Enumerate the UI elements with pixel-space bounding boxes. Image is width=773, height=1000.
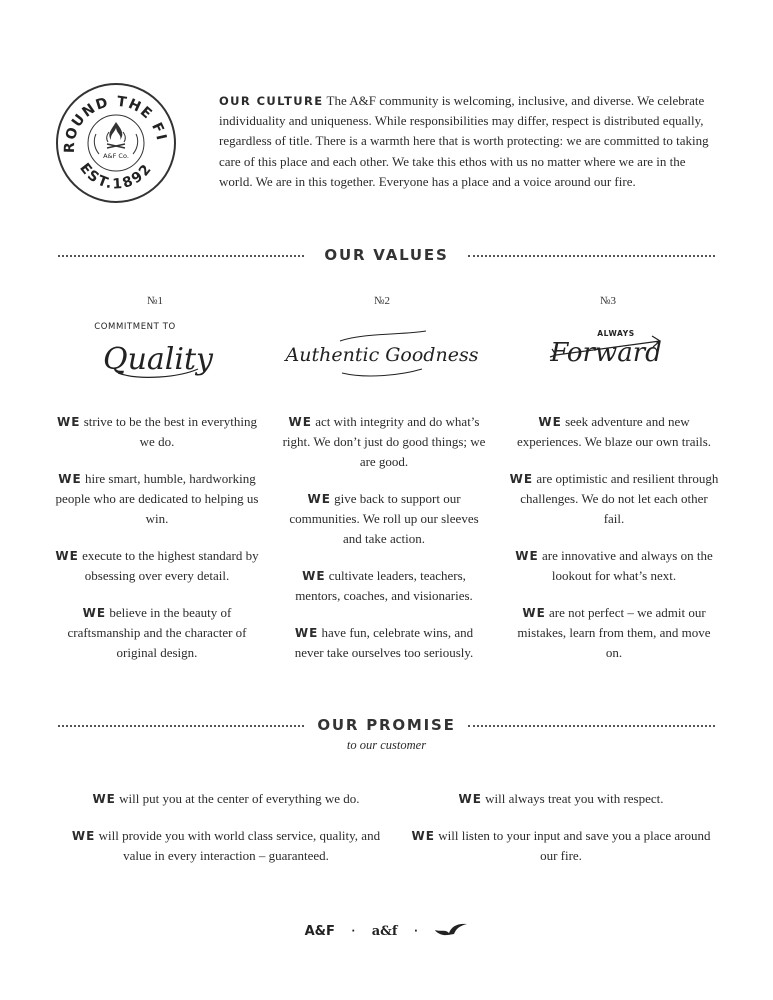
badge-script-text: Quality — [103, 342, 213, 377]
svg-text:EST.1892 — [76, 160, 156, 192]
promise-column-right — [404, 789, 718, 883]
seal-arc-bottom: EST.1892 — [76, 160, 156, 193]
we-label: WE — [509, 472, 534, 486]
authentic-badge-graphic — [285, 311, 479, 386]
around-the-fire-seal — [55, 82, 177, 204]
culture-paragraph — [219, 91, 719, 192]
brand-footer — [0, 921, 773, 941]
value-statement — [509, 603, 719, 663]
value-statement — [279, 412, 489, 472]
divider-right — [468, 255, 715, 257]
we-label: WE — [92, 792, 116, 806]
value-statement — [52, 603, 262, 663]
values-column-2 — [279, 412, 489, 680]
we-label: WE — [515, 549, 539, 563]
culture-text: The A&F community is welcoming, inclusive, and diverse. We celebrate individuality and uniqueness. While responsibilities may differ, respect is distributed equally, regardless of title. There is a warmth here that is worth protecting: we are committed to taking care of this place and each other. We take this ethos with us no matter where we are in the world. We are in this together. Everyone has a place and a voice around our fire. — [219, 93, 709, 189]
we-label: WE — [302, 569, 326, 583]
culture-label: OUR CULTURE — [219, 94, 324, 108]
promise-text: will provide you with world class service, quality, and value in every interaction – guaranteed. — [98, 828, 381, 863]
badge-number: №2 — [374, 295, 390, 307]
forward-badge-graphic — [548, 311, 668, 381]
we-label: WE — [522, 606, 546, 620]
value-statement — [52, 546, 262, 586]
value-badge-quality — [55, 295, 255, 381]
value-text: are not perfect – we admit our mistakes, learn from them, and move on. — [517, 605, 711, 660]
badge-script-text: Forward — [550, 338, 662, 368]
we-label: WE — [307, 492, 331, 506]
brand-af-kids-logo: a&f — [371, 923, 398, 939]
value-statement — [509, 469, 719, 529]
value-badge-authentic — [282, 295, 482, 386]
we-label: WE — [82, 606, 107, 620]
value-text: are optimistic and resilient through challenges. We do not let each other fail. — [520, 471, 719, 526]
badge-small-text: COMMITMENT TO — [94, 322, 176, 332]
promise-title: OUR PROMISE — [317, 716, 456, 734]
promise-statement — [404, 826, 718, 866]
separator-dot: · — [414, 925, 418, 937]
we-label: WE — [538, 415, 562, 429]
promise-statement — [63, 826, 389, 866]
campfire-icon — [94, 122, 137, 154]
values-header — [58, 246, 715, 266]
badge-small-text: ALWAYS — [597, 329, 635, 338]
promise-text: will put you at the center of everything we do. — [119, 791, 360, 806]
values-title: OUR VALUES — [324, 246, 449, 264]
seal-arc-top: ROUND THE FI — [61, 93, 170, 154]
promise-column-left — [63, 789, 389, 883]
values-column-3 — [509, 412, 719, 680]
promise-statement — [63, 789, 389, 809]
we-label: WE — [411, 829, 435, 843]
value-statement — [52, 412, 262, 452]
seal-graphic — [55, 82, 177, 204]
we-label: WE — [458, 792, 482, 806]
value-text: give back to support our communities. We roll up our sleeves and take action. — [289, 491, 479, 546]
value-text: cultivate leaders, teachers, mentors, coaches, and visionaries. — [295, 568, 473, 603]
seal-center-text: A&F Co. — [103, 152, 129, 160]
svg-text:AROUND THE FIRE — [55, 82, 169, 153]
values-column-1 — [52, 412, 262, 680]
promise-statement — [404, 789, 718, 809]
we-label: WE — [58, 472, 82, 486]
value-statement — [279, 566, 489, 606]
value-statement — [52, 469, 262, 529]
we-label: WE — [294, 626, 319, 640]
promise-text: will listen to your input and save you a place around our fire. — [438, 828, 711, 863]
we-label: WE — [288, 415, 312, 429]
badge-number: №1 — [147, 295, 163, 307]
value-text: have fun, celebrate wins, and never take ourselves too seriously. — [294, 625, 474, 660]
value-text: are innovative and always on the lookout for what’s next. — [541, 548, 713, 583]
value-text: hire smart, humble, hardworking people who are dedicated to helping us win. — [55, 471, 259, 526]
we-label: WE — [55, 549, 79, 563]
value-badge-forward — [508, 295, 708, 381]
value-text: act with integrity and do what’s right. We don’t just do good things; we are good. — [282, 414, 486, 469]
value-text: believe in the beauty of craftsmanship and the character of original design. — [67, 605, 247, 660]
separator-dot: · — [351, 925, 356, 937]
promise-subtitle: to our customer — [346, 738, 427, 752]
value-text: seek adventure and new experiences. We blaze our own trails. — [517, 414, 711, 449]
badge-number: №3 — [600, 295, 616, 307]
value-statement — [279, 489, 489, 549]
value-text: strive to be the best in everything we do. — [83, 414, 257, 449]
seagull-icon — [434, 921, 468, 941]
divider-right — [468, 725, 715, 727]
brand-af-logo: A&F — [304, 923, 335, 939]
promise-text: will always treat you with respect. — [485, 791, 664, 806]
value-text: execute to the highest standard by obsessing over every detail. — [82, 548, 259, 583]
we-label: WE — [57, 415, 81, 429]
value-statement — [509, 412, 719, 452]
value-statement — [279, 623, 489, 663]
badge-script-text: Authentic Goodness — [285, 344, 479, 366]
we-label: WE — [71, 829, 96, 843]
value-statement — [509, 546, 719, 586]
promise-header — [58, 716, 715, 736]
quality-badge-graphic — [94, 311, 213, 381]
